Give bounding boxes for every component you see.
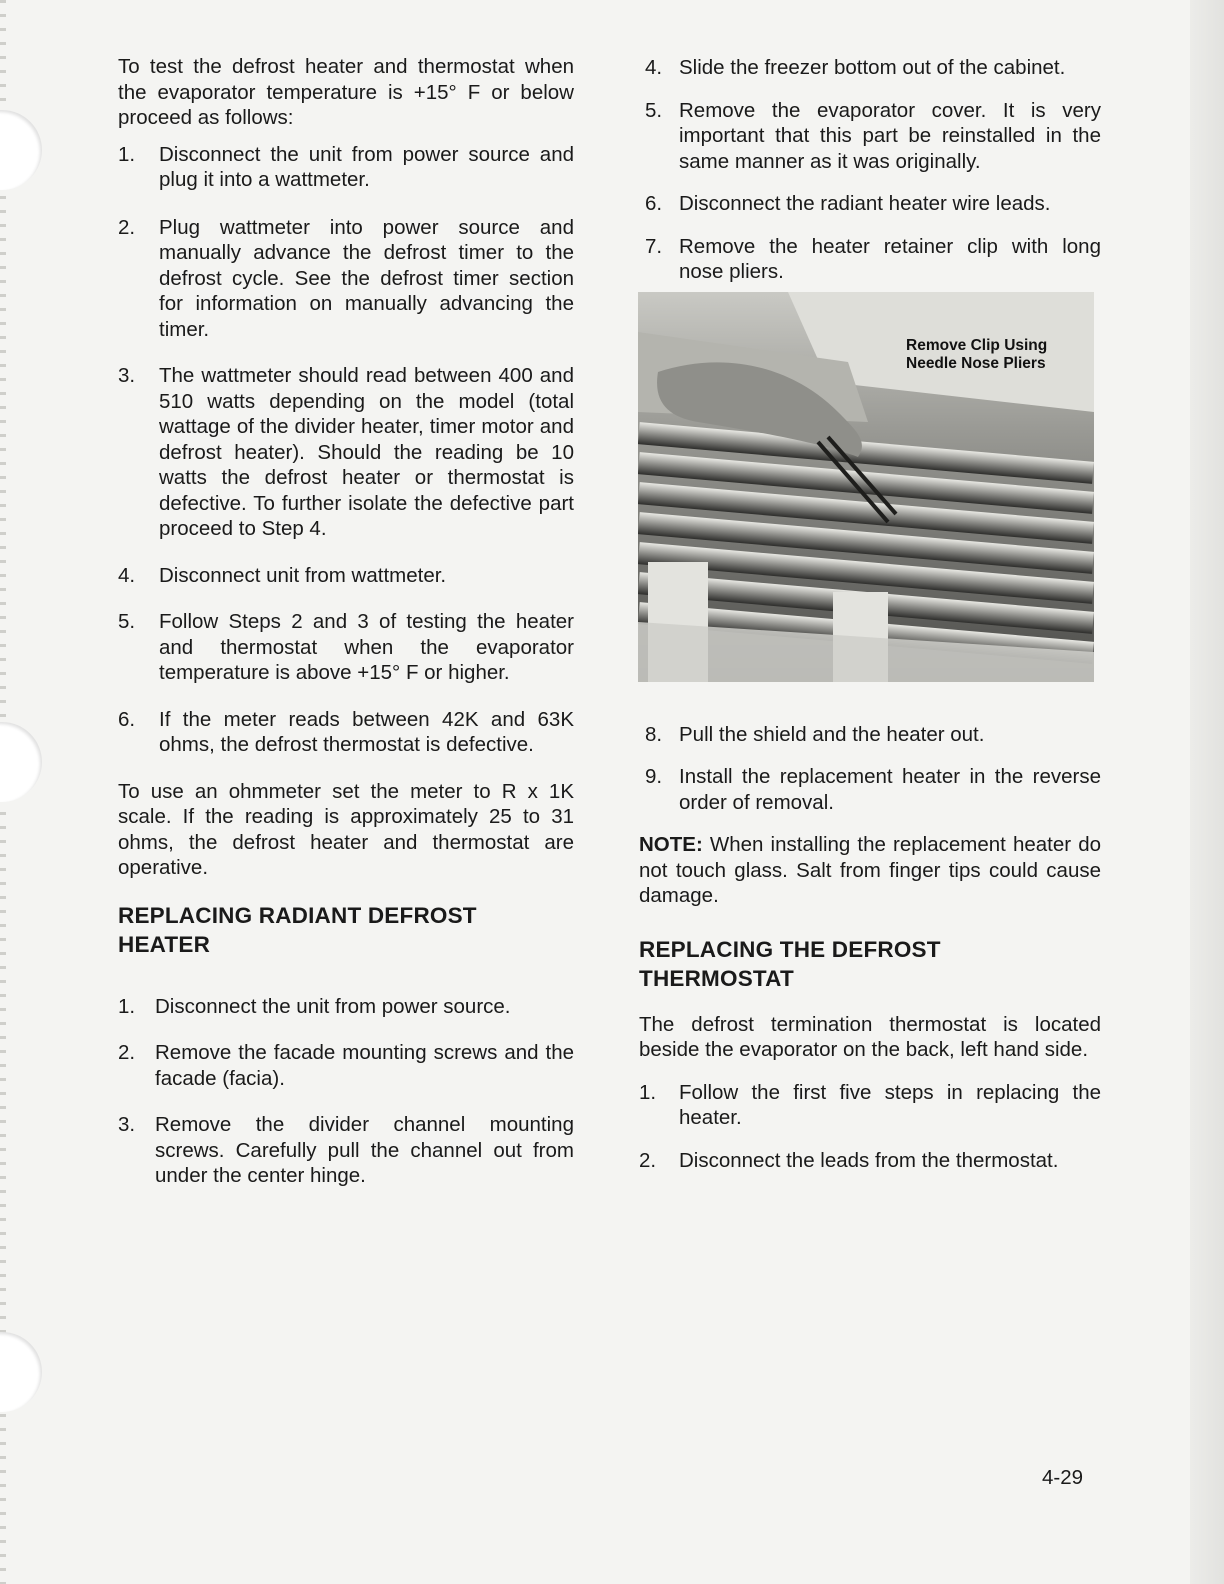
list-item	[639, 1148, 1101, 1174]
list-item	[118, 1040, 574, 1091]
section-heading: REPLACING THE DEFROST THERMOSTAT	[639, 936, 941, 991]
step-number: 9.	[645, 765, 663, 788]
step-number: 3.	[118, 1113, 136, 1136]
section-heading: REPLACING RADIANT DEFROST HEATER	[118, 902, 477, 957]
note-label: NOTE:	[639, 833, 703, 856]
evaporator-photo	[638, 292, 1094, 682]
right-column	[639, 55, 1101, 1173]
step-text: Remove the facade mounting screws and the facade (facia).	[155, 1041, 574, 1090]
ohmmeter-paragraph: To use an ohmmeter set the meter to R x 1K scale. If the reading is approximately 25 to 31 ohms, the defrost heater and thermostat are operative.	[118, 779, 574, 879]
list-item	[118, 994, 574, 1020]
note-paragraph	[639, 832, 1101, 909]
step-number: 1.	[118, 994, 136, 1018]
page-number: 4-29	[1042, 1466, 1084, 1489]
list-item	[118, 1112, 574, 1189]
page-edge	[1190, 0, 1224, 1584]
step-text: Slide the freezer bottom out of the cabinet.	[679, 56, 1066, 79]
step-number: 1.	[639, 1080, 657, 1104]
step-text: Install the replacement heater in the reverse order of removal.	[679, 765, 1101, 814]
intro-paragraph: To test the defrost heater and thermostat when the evaporator temperature is +15° F or below proceed as follows:	[118, 55, 574, 129]
step-number: 3.	[118, 364, 136, 387]
list-item	[645, 191, 1101, 217]
step-number: 6.	[645, 192, 663, 215]
step-text: The wattmeter should read between 400 and 510 watts depending on the model (total wattage of the divider heater, timer motor and defrost heater). Should the reading be 10 watts the defrost heater or thermostat is defective. To further isolate the defective part proceed to Step 4.	[159, 364, 574, 540]
list-item	[118, 142, 574, 193]
step-text: Disconnect the radiant heater wire leads.	[679, 192, 1051, 215]
list-item	[118, 215, 574, 343]
step-number: 5.	[645, 98, 663, 122]
step-text: Plug wattmeter into power source and manually advance the defrost timer to the defrost cycle. See the defrost timer section for information on manually advancing the timer.	[159, 215, 574, 341]
step-number: 7.	[645, 234, 663, 258]
step-text: Disconnect the leads from the thermostat.	[679, 1148, 1059, 1172]
punch-hole	[0, 1332, 42, 1412]
step-number: 2.	[639, 1148, 657, 1172]
step-text: Follow the first five steps in replacing the heater.	[679, 1080, 1101, 1129]
step-text: If the meter reads between 42K and 63K ohms, the defrost thermostat is defective.	[159, 707, 574, 756]
step-number: 5.	[118, 610, 136, 633]
list-item	[645, 764, 1101, 815]
step-number: 6.	[118, 707, 136, 731]
list-item	[645, 55, 1101, 81]
list-item	[645, 722, 1101, 748]
left-column	[118, 54, 574, 1189]
punch-hole	[0, 110, 42, 190]
step-number: 4.	[118, 563, 136, 587]
step-number: 2.	[118, 215, 136, 239]
note-text: When installing the replacement heater do not touch glass. Salt from finger tips could cause damage.	[639, 833, 1101, 907]
step-text: Follow Steps 2 and 3 of testing the heater and thermostat when the evaporator temperature is above +15° F or higher.	[159, 610, 574, 684]
list-item	[639, 1080, 1101, 1131]
step-text: Disconnect unit from wattmeter.	[159, 563, 447, 587]
step-number: 2.	[118, 1041, 136, 1064]
thermostat-paragraph: The defrost termination thermostat is located beside the evaporator on the back, left hand side.	[639, 1012, 1101, 1061]
step-text: Remove the heater retainer clip with long nose pliers.	[679, 234, 1101, 283]
photo-caption: Remove Clip Using Needle Nose Pliers	[906, 336, 1048, 372]
step-text: Remove the divider channel mounting screws. Carefully pull the channel out from under the center hinge.	[155, 1113, 574, 1187]
list-item	[645, 98, 1101, 175]
list-item	[645, 234, 1101, 285]
step-text: Remove the evaporator cover. It is very important that this part be reinstalled in the same manner as it was originally.	[679, 98, 1101, 173]
step-number: 8.	[645, 722, 663, 746]
list-item	[118, 707, 574, 758]
step-text: Disconnect the unit from power source.	[155, 994, 511, 1018]
step-text: Disconnect the unit from power source and plug it into a wattmeter.	[159, 142, 574, 191]
punch-hole	[0, 722, 42, 802]
step-number: 1.	[118, 142, 136, 166]
step-number: 4.	[645, 56, 663, 79]
step-text: Pull the shield and the heater out.	[679, 722, 985, 746]
list-item	[118, 563, 574, 589]
list-item	[118, 609, 574, 686]
list-item	[118, 363, 574, 542]
